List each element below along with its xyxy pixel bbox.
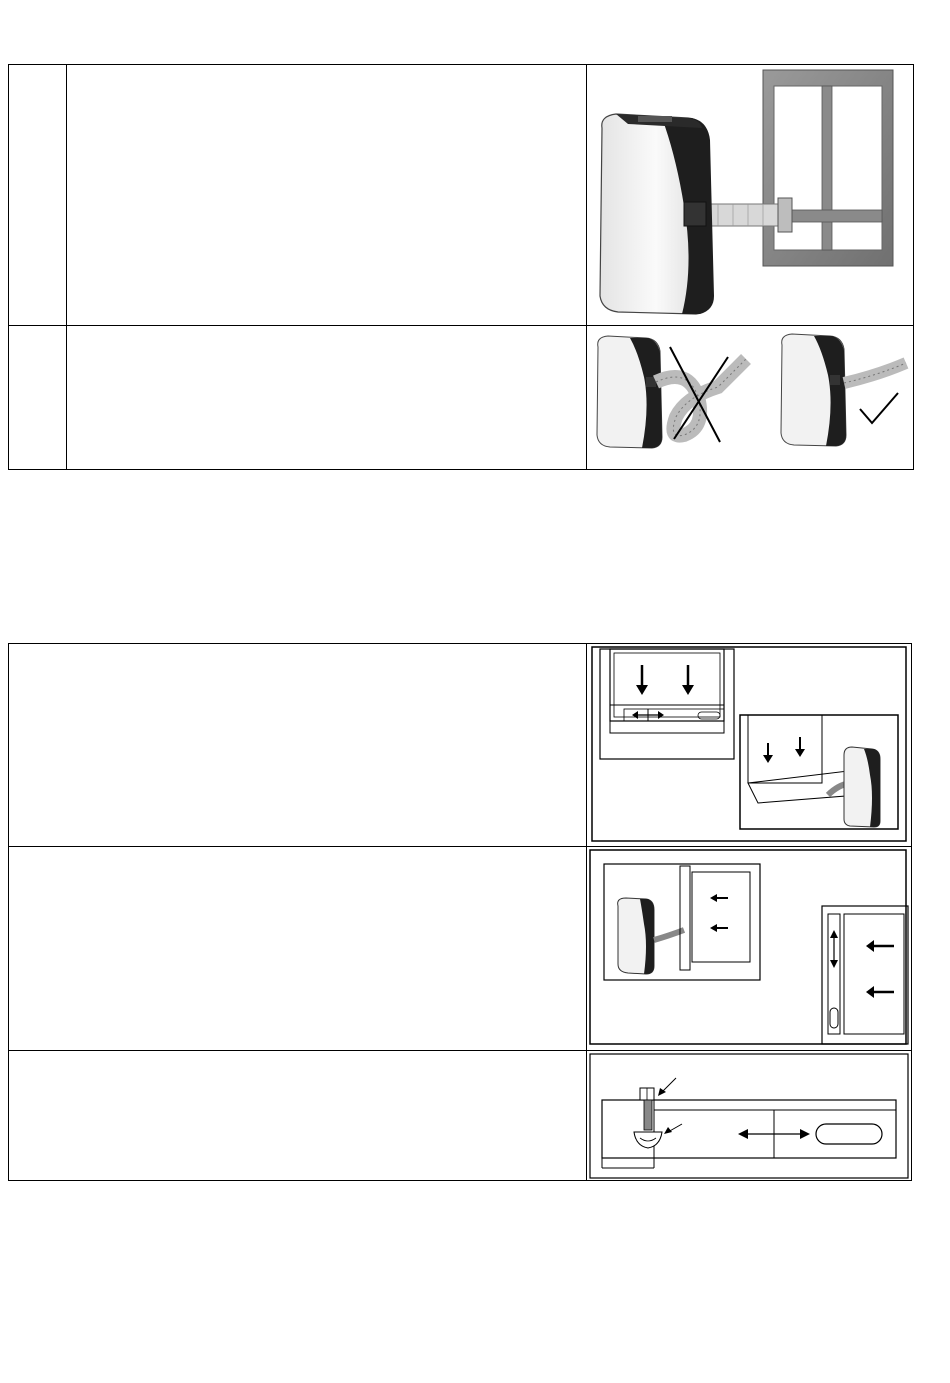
sliding-window-horizontal-illustration (588, 848, 910, 1048)
row-divider (8, 846, 912, 847)
arrow-icon (632, 709, 664, 721)
row-divider (8, 1050, 912, 1051)
hose-bending-illustration (588, 327, 912, 468)
arrow-icon (658, 1078, 810, 1139)
ac-unit-window-illustration (588, 66, 912, 324)
sliding-window-vertical-illustration (588, 645, 910, 844)
image-column-divider (586, 643, 587, 1181)
arrow-icon (636, 665, 694, 695)
row-divider (8, 325, 914, 326)
image-column-divider (586, 64, 587, 470)
window-slider-screw-illustration (588, 1052, 910, 1180)
number-column-divider (66, 64, 67, 470)
check-mark-icon (860, 393, 898, 423)
